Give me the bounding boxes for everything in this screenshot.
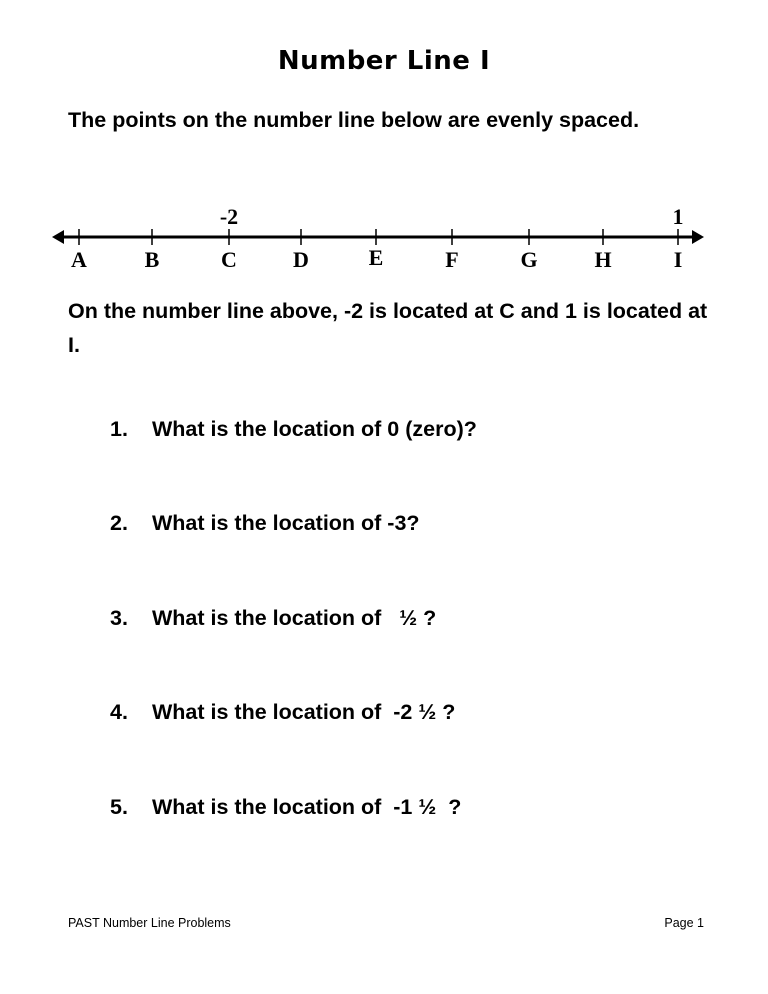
question-text: What is the location of ½ ? — [152, 606, 437, 630]
question-text: What is the location of -1 ½ ? — [152, 795, 462, 819]
point-label-C: C — [221, 247, 237, 272]
value-label-I: 1 — [672, 205, 684, 229]
question-number: 1. — [110, 417, 128, 441]
question-text: What is the location of -3? — [152, 511, 420, 535]
question-4 — [110, 700, 455, 725]
question-2 — [110, 511, 420, 536]
question-text: What is the location of -2 ½ ? — [152, 700, 456, 724]
question-text: What is the location of 0 (zero)? — [152, 417, 477, 441]
point-label-B: B — [144, 247, 160, 272]
footer-page-number: Page 1 — [664, 916, 704, 930]
point-label-I: I — [673, 247, 683, 272]
footer-document-title: PAST Number Line Problems — [68, 916, 231, 930]
question-3 — [110, 606, 436, 631]
question-number: 5. — [110, 795, 128, 819]
question-5 — [110, 795, 461, 820]
question-number: 4. — [110, 700, 128, 724]
point-label-H: H — [594, 247, 612, 272]
point-label-E: E — [368, 245, 384, 270]
point-label-G: G — [520, 247, 538, 272]
question-number: 3. — [110, 606, 128, 630]
intro-text: The points on the number line below are evenly spaced. — [68, 108, 640, 132]
point-label-F: F — [445, 247, 459, 272]
left-arrow-icon — [52, 230, 64, 244]
problem-statement: On the number line above, -2 is located at C and 1 is located at I. — [68, 299, 708, 357]
value-label-C: -2 — [219, 205, 239, 229]
question-number: 2. — [110, 511, 128, 535]
right-arrow-icon — [692, 230, 704, 244]
question-1 — [110, 417, 477, 442]
page-title: Number Line I — [277, 46, 491, 76]
point-label-A: A — [71, 247, 87, 272]
number-line — [48, 205, 713, 277]
point-label-D: D — [293, 247, 309, 272]
